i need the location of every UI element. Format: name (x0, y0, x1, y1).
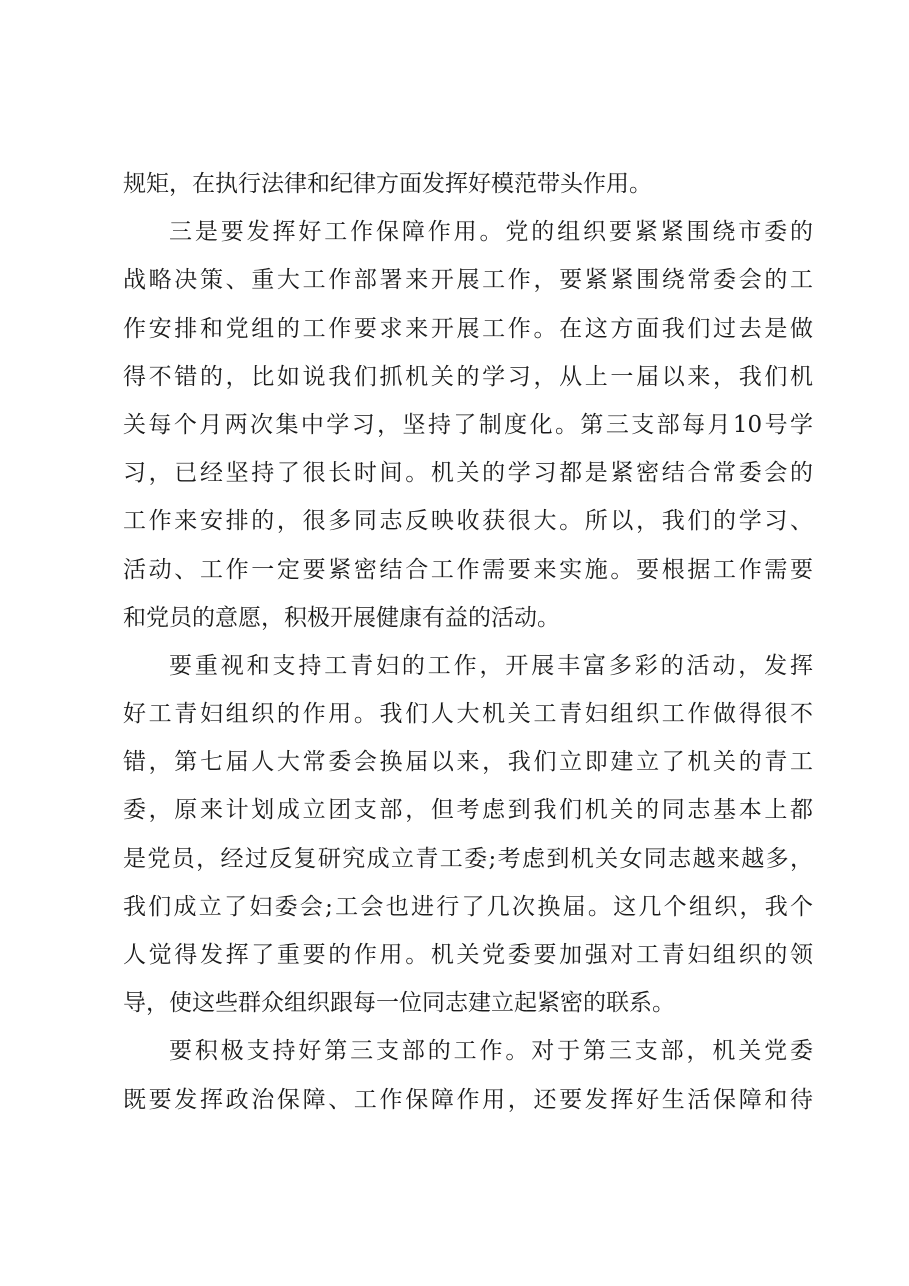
text-line: 人觉得发挥了重要的作用。机关党委要加强对工青妇组织的领 (123, 942, 813, 968)
text-line: 和党员的意愿，积极开展健康有益的活动。 (123, 604, 560, 631)
text-line: 要积极支持好第三支部的工作。对于第三支部，机关党委 (169, 1038, 813, 1065)
text-line: 规矩，在执行法律和纪律方面发挥好模范带头作用。 (123, 171, 652, 197)
text-line: 我们成立了妇委会;工会也进行了几次换届。这几个组织，我个 (123, 893, 813, 920)
text-line: 工作来安排的，很多同志反映收获很大。所以，我们的学习、 (123, 508, 813, 535)
text-line: 习，已经坚持了很长时间。机关的学习都是紧密结合常委会的 (123, 460, 813, 487)
text-line: 三是要发挥好工作保障作用。党的组织要紧紧围绕市委的 (169, 219, 813, 246)
document-body (123, 160, 813, 1124)
text-line: 活动、工作一定要紧密结合工作需要来实施。要根据工作需要 (123, 556, 813, 583)
text-line: 既要发挥政治保障、工作保障作用，还要发挥好生活保障和待 (123, 1086, 813, 1113)
text-line: 战略决策、重大工作部署来开展工作，要紧紧围绕常委会的工 (123, 267, 813, 294)
text-line: 得不错的，比如说我们抓机关的学习，从上一届以来，我们机 (123, 363, 813, 390)
text-line: 委，原来计划成立团支部，但考虑到我们机关的同志基本上都 (123, 797, 813, 824)
text-line: 错，第七届人大常委会换届以来，我们立即建立了机关的青工 (123, 749, 813, 776)
text-line: 关每个月两次集中学习，坚持了制度化。第三支部每月10号学 (123, 411, 813, 438)
text-line: 导，使这些群众组织跟每一位同志建立起紧密的联系。 (123, 990, 675, 1017)
text-line: 要重视和支持工青妇的工作，开展丰富多彩的活动，发挥 (169, 652, 813, 679)
text-line: 好工青妇组织的作用。我们人大机关工青妇组织工作做得很不 (123, 701, 813, 728)
text-line: 作安排和党组的工作要求来开展工作。在这方面我们过去是做 (123, 315, 813, 342)
text-line: 是党员，经过反复研究成立青工委;考虑到机关女同志越来越多， (123, 845, 813, 872)
